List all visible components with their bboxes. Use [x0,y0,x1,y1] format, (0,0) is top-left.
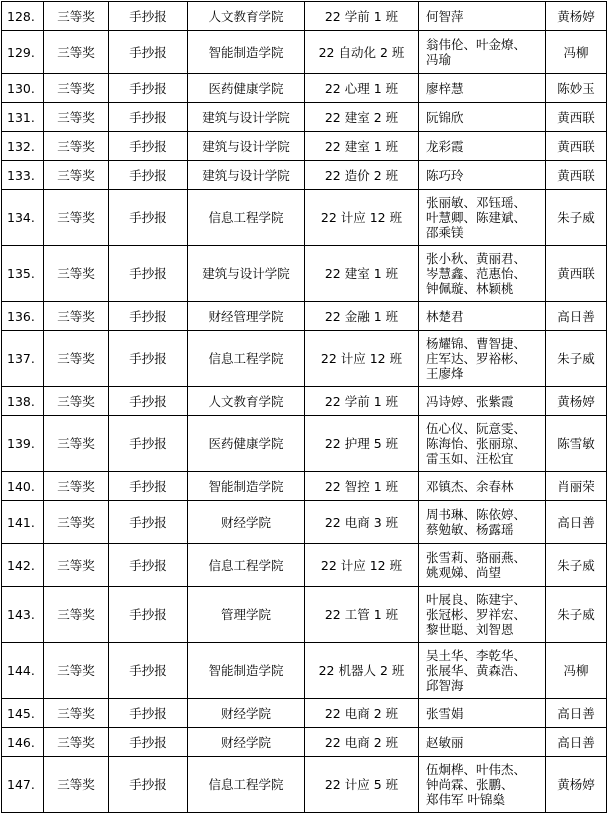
member-line: 何智萍 [426,8,464,24]
college-name: 信息工程学院 [188,544,305,587]
member-line: 冯诗婷、张紫霞 [426,393,514,409]
advisor-teacher: 黄西联 [546,161,607,190]
class-name: 22 智控 1 班 [305,472,419,501]
work-type: 手抄报 [109,31,188,74]
work-type: 手抄报 [109,699,188,728]
award-level: 三等奖 [44,74,109,103]
advisor-teacher: 冯柳 [546,643,607,699]
members [419,74,546,103]
college-name: 建筑与设计学院 [188,161,305,190]
row-number: 138. [2,387,44,416]
advisor-teacher: 冯柳 [546,31,607,74]
award-level: 三等奖 [44,161,109,190]
college-name: 智能制造学院 [188,472,305,501]
table-row [2,387,607,416]
member-line: 蔡勉敏、杨露瑶 [426,522,514,537]
table-row [2,132,607,161]
work-type: 手抄报 [109,2,188,31]
college-name: 建筑与设计学院 [188,246,305,302]
advisor-teacher: 高日善 [546,501,607,544]
members [419,2,546,31]
award-level: 三等奖 [44,501,109,544]
college-name: 智能制造学院 [188,31,305,74]
advisor-teacher: 肖丽荣 [546,472,607,501]
row-number: 133. [2,161,44,190]
advisor-teacher: 陈雪敏 [546,416,607,472]
class-name: 22 建室 1 班 [305,132,419,161]
work-type: 手抄报 [109,472,188,501]
members [419,472,546,501]
row-number: 129. [2,31,44,74]
row-number: 142. [2,544,44,587]
members [419,331,546,387]
class-name: 22 学前 1 班 [305,387,419,416]
row-number: 131. [2,103,44,132]
table-row [2,31,607,74]
member-line: 郑伟军 叶锦燊 [426,792,505,807]
members [419,302,546,331]
members [419,31,546,74]
award-table-body [2,2,607,813]
table-row [2,2,607,31]
row-number: 128. [2,2,44,31]
member-line: 林楚君 [426,308,464,324]
member-line: 阮锦欣 [426,109,464,125]
class-name: 22 自动化 2 班 [305,31,419,74]
advisor-teacher: 黄杨婷 [546,757,607,813]
class-name: 22 电商 2 班 [305,699,419,728]
class-name: 22 造价 2 班 [305,161,419,190]
members [419,416,546,472]
award-table-page [0,1,595,819]
award-table [1,1,607,813]
member-line: 陈海怡、张丽琼、 [426,436,527,451]
advisor-teacher: 陈妙玉 [546,74,607,103]
college-name: 财经管理学院 [188,302,305,331]
members [419,103,546,132]
class-name: 22 建室 1 班 [305,246,419,302]
college-name: 建筑与设计学院 [188,103,305,132]
members [419,587,546,643]
row-number: 141. [2,501,44,544]
class-name: 22 计应 12 班 [305,544,419,587]
work-type: 手抄报 [109,501,188,544]
college-name: 医药健康学院 [188,74,305,103]
member-line: 吴土华、李乾华、 [426,648,527,663]
member-line: 王廖烽 [426,366,464,381]
advisor-teacher: 黄西联 [546,132,607,161]
college-name: 财经学院 [188,699,305,728]
members [419,246,546,302]
member-line: 张冠彬、罗祥宏、 [426,607,527,622]
row-number: 137. [2,331,44,387]
award-level: 三等奖 [44,387,109,416]
members [419,161,546,190]
work-type: 手抄报 [109,544,188,587]
member-line: 翁伟伦、叶金燎、 [426,37,527,52]
table-row [2,74,607,103]
class-name: 22 工管 1 班 [305,587,419,643]
work-type: 手抄报 [109,643,188,699]
college-name: 建筑与设计学院 [188,132,305,161]
advisor-teacher: 高日善 [546,728,607,757]
college-name: 人文教育学院 [188,2,305,31]
college-name: 医药健康学院 [188,416,305,472]
advisor-teacher: 黄西联 [546,103,607,132]
members [419,132,546,161]
advisor-teacher: 朱子威 [546,190,607,246]
work-type: 手抄报 [109,103,188,132]
table-row [2,190,607,246]
table-row [2,501,607,544]
row-number: 130. [2,74,44,103]
class-name: 22 计应 12 班 [305,331,419,387]
college-name: 信息工程学院 [188,331,305,387]
member-line: 邱智海 [426,678,464,693]
row-number: 135. [2,246,44,302]
work-type: 手抄报 [109,132,188,161]
member-line: 庄军达、罗裕彬、 [426,351,527,366]
members [419,190,546,246]
member-line: 岑慧鑫、范惠怡、 [426,266,527,281]
members [419,728,546,757]
award-level: 三等奖 [44,757,109,813]
college-name: 管理学院 [188,587,305,643]
member-line: 邵乘镁 [426,225,464,240]
table-row [2,331,607,387]
college-name: 财经学院 [188,501,305,544]
award-level: 三等奖 [44,190,109,246]
row-number: 146. [2,728,44,757]
work-type: 手抄报 [109,74,188,103]
row-number: 132. [2,132,44,161]
table-row [2,757,607,813]
advisor-teacher: 黄西联 [546,246,607,302]
table-row [2,246,607,302]
row-number: 147. [2,757,44,813]
class-name: 22 心理 1 班 [305,74,419,103]
table-row [2,103,607,132]
award-level: 三等奖 [44,699,109,728]
award-level: 三等奖 [44,544,109,587]
members [419,501,546,544]
class-name: 22 电商 2 班 [305,728,419,757]
award-level: 三等奖 [44,416,109,472]
member-line: 叶展良、陈建宇、 [426,592,527,607]
work-type: 手抄报 [109,331,188,387]
work-type: 手抄报 [109,416,188,472]
row-number: 144. [2,643,44,699]
award-level: 三等奖 [44,331,109,387]
member-line: 伍心仪、阮意雯、 [426,421,527,436]
award-level: 三等奖 [44,728,109,757]
table-row [2,161,607,190]
advisor-teacher: 黄杨婷 [546,387,607,416]
row-number: 140. [2,472,44,501]
table-row [2,302,607,331]
member-line: 钟佩璇、林颖桃 [426,281,514,296]
award-level: 三等奖 [44,2,109,31]
members [419,544,546,587]
award-level: 三等奖 [44,132,109,161]
work-type: 手抄报 [109,587,188,643]
table-row [2,587,607,643]
award-level: 三等奖 [44,31,109,74]
table-row [2,544,607,587]
class-name: 22 护理 5 班 [305,416,419,472]
member-line: 黎世聪、刘智恩 [426,622,514,637]
table-row [2,728,607,757]
college-name: 财经学院 [188,728,305,757]
work-type: 手抄报 [109,190,188,246]
advisor-teacher: 朱子威 [546,587,607,643]
member-line: 张丽敏、邓钰瑶、 [426,195,527,210]
members [419,757,546,813]
table-row [2,643,607,699]
work-type: 手抄报 [109,387,188,416]
table-row [2,472,607,501]
class-name: 22 学前 1 班 [305,2,419,31]
college-name: 信息工程学院 [188,190,305,246]
college-name: 智能制造学院 [188,643,305,699]
award-level: 三等奖 [44,246,109,302]
college-name: 人文教育学院 [188,387,305,416]
class-name: 22 计应 12 班 [305,190,419,246]
work-type: 手抄报 [109,161,188,190]
college-name: 信息工程学院 [188,757,305,813]
row-number: 145. [2,699,44,728]
class-name: 22 建室 2 班 [305,103,419,132]
member-line: 雷玉如、汪松宜 [426,451,514,466]
member-line: 邓镇杰、余春林 [426,478,514,494]
table-row [2,416,607,472]
work-type: 手抄报 [109,728,188,757]
member-line: 杨耀锦、曹智捷、 [426,336,527,351]
advisor-teacher: 黄杨婷 [546,2,607,31]
award-level: 三等奖 [44,643,109,699]
award-level: 三等奖 [44,587,109,643]
members [419,387,546,416]
row-number: 143. [2,587,44,643]
member-line: 姚观娣、尚望 [426,565,502,580]
class-name: 22 计应 5 班 [305,757,419,813]
work-type: 手抄报 [109,302,188,331]
row-number: 139. [2,416,44,472]
class-name: 22 电商 3 班 [305,501,419,544]
member-line: 周书琳、陈依婷、 [426,507,527,522]
member-line: 冯瑜 [426,52,452,67]
member-line: 张雪娟 [426,705,464,721]
member-line: 龙彩霞 [426,138,464,154]
member-line: 钟尚霖、张鹏、 [426,777,514,792]
row-number: 136. [2,302,44,331]
member-line: 张展华、黄森浩、 [426,663,527,678]
members [419,643,546,699]
award-level: 三等奖 [44,472,109,501]
member-line: 张小秋、黄丽君、 [426,251,527,266]
member-line: 叶慧卿、陈建斌、 [426,210,527,225]
member-line: 陈巧玲 [426,167,464,183]
class-name: 22 机器人 2 班 [305,643,419,699]
advisor-teacher: 高日善 [546,302,607,331]
members [419,699,546,728]
work-type: 手抄报 [109,757,188,813]
table-row [2,699,607,728]
work-type: 手抄报 [109,246,188,302]
member-line: 张雪莉、骆丽燕、 [426,550,527,565]
member-line: 赵敏丽 [426,734,464,750]
member-line: 廖梓慧 [426,80,464,96]
member-line: 伍炯桦、叶伟杰、 [426,762,527,777]
advisor-teacher: 高日善 [546,699,607,728]
row-number: 134. [2,190,44,246]
advisor-teacher: 朱子威 [546,544,607,587]
class-name: 22 金融 1 班 [305,302,419,331]
advisor-teacher: 朱子威 [546,331,607,387]
award-level: 三等奖 [44,103,109,132]
award-level: 三等奖 [44,302,109,331]
